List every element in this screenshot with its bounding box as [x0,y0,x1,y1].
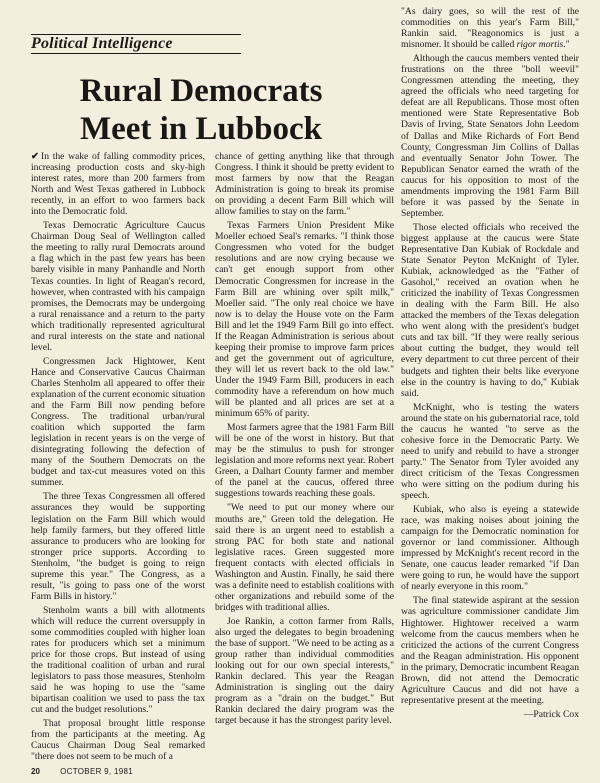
section-rule-bottom [31,53,241,54]
article-column-3 [401,6,579,768]
byline: —Patrick Cox [523,708,579,720]
paragraph: Although the caucus members vented their frustrations on the three "boll weevil" Congressmen attending the meeting, they agreed the officials who need targeting for defeat are all Republicans. Those most often mentioned were State Representative Bob Davis of Irving, State Senators John Leedom of Dallas and Mike Richards of Fort Bend County, Congressman Jim Collins of Dallas and eventually Senator John Tower. The Republican Senator earned the wrath of the caucus for his opposition to most of the amendments improving the 1981 Farm Bill before it was passed by the Senate in September. [401,53,579,219]
page-number: 20 [31,767,40,776]
paragraph: Those elected officials who received the biggest applause at the caucus were State Representative Dan Kubiak of Rockdale and State Senator Peyton McKnight of Tyler. Kubiak, acknowledged as the "Father of Gasohol," received an ovation when he criticized the inability of Texas Congressmen in dealing with the Farm Bill. He also attacked the members of the Texas delegation who went along with the president's budget cuts and tax bill. "If they were really serious about cutting the budget, they would tell every department to cut three percent of their budgets and tighten their belts like everyone else in the country is having to do," Kubiak said. [401,221,579,399]
paragraph: McKnight, who is testing the waters around the state on his gubernatorial race, told the caucus he wanted "to serve as the cohesive force in the Democratic Party. We need to unify and rebuild to have a stronger party." The Senator from Tyler avoided any direct criticism of the Texas Congressmen who were sitting on the podium during his speech. [401,401,579,502]
paragraph: The final statewide aspirant at the session was agriculture commissioner candidate Jim Hightower. Hightower received a warm welcome from the caucus members when he criticized the actions of the current Congress and the Reagan administration. His opponent in the primary, Democratic incumbent Reagan Brown, did not attend the Democratic Agriculture Caucus and did not have a representative present at the meeting. [401,595,579,706]
headline-line-1: Rural Democrats [79,73,323,109]
section-header [31,34,241,54]
paragraph: That proposal brought little response from the participants at the meeting. Ag Caucus Chairman Doug Seal remarked "there does not seem to be much of a [31,718,205,763]
paragraph-text-end: ." [563,39,570,51]
checkmark-icon: ✔ [31,151,40,162]
article-column-1 [31,151,205,768]
paragraph: The three Texas Congressmen all offered assurances they would be supporting legislation on the Farm Bill which would help family farmers, but they offered little assurance to producers who are looking for stronger price supports. According to Stenholm, "the budget is going to reign supreme this year." The Congress, as a result, "is going to pass one of the worst Farm Bills in history." [31,491,205,602]
paragraph-text: "As dairy goes, so will the rest of the commodities on this year's Farm Bill," Rankin said. "Reagonomics is just a misnomer. It should be called [401,6,579,51]
issue-date: OCTOBER 9, 1981 [60,767,133,776]
paragraph-text: In the wake of falling commodity prices, increasing production costs and sky-high interest rates, more than 200 farmers from North and West Texas gathered in Lubbock recently, in an effort to woo farmers back into the Democratic fold. [31,151,205,218]
paragraph: Most farmers agree that the 1981 Farm Bill will be one of the worst in history. But that may be the stimulus to push for stronger legislation and more reforms next year. Robert Green, a Dalhart County farmer and member of the panel at the caucus, offered three suggestions towards reaching these goals. [215,422,394,500]
paragraph: chance of getting anything like that through Congress. I think it should be pretty evident to most farmers by now that the Reagan Administration is going to break its promise on providing a decent Farm Bill which will allow families to stay on the farm." [215,151,394,218]
paragraph [31,151,205,217]
paragraph: Texas Democratic Agriculture Caucus Chairman Doug Seal of Wellington called the meeting to rally rural Democrats around a flag which in the past few years has been barely visible in many Panhandle and North Texas counties. In light of Reagan's record, however, when contrasted with his campaign promises, the Democrats may be undergoing a rural renaissance and a return to the party which traditionally represented agricultural and rural interests on the state and national level. [31,220,205,353]
paragraph: Kubiak, who also is eyeing a statewide race, was making noises about joining the campaign for the Democratic nomination for governor or land commissioner. Although impressed by McKnight's recent record in the Senate, one caucus leader remarked "if Dan were going to run, he would have the support of nearly everyone in this room." [401,504,579,593]
paragraph: Joe Rankin, a cotton farmer from Ralls, also urged the delegates to begin broadening the base of support. "We need to be acting as a group rather than individual commodities looking out for our own special interests," Rankin declared. This year the Reagan Administration is singling out the dairy program as a "drain on the budget." But Rankin declared the dairy program was the target because it has the strongest parity level. [215,615,394,727]
emphasis-text: rigor mortis [516,39,564,51]
paragraph: Stenholm wants a bill with allotments which will reduce the current oversupply in some commodities coupled with higher loan rates for producers which set a minimum price for those crops. But instead of using the traditional coalition of urban and rural legislators to pass those measures, Stenholm said he was hoping to use the "same bipartisan coalition we used to pass the tax cut and the budget resolutions." [31,604,205,716]
headline [40,72,362,148]
paragraph: "We need to put our money where our mouths are," Green told the delegation. He said there is an urgent need to establish a strong PAC for both state and national legislative races. Green suggested more frequent contacts with elected officials in Washington and Austin. Finally, he said there was a definite need to establish coalitions with other organizations and rebuild some of the bridges with traditional allies. [215,502,394,613]
article-column-2 [215,151,394,768]
paragraph: Texas Farmers Union President Mike Moeller echoed Seal's remarks. "I think those Congressmen who voted for the budget resolutions and are now crying because we can't get enough support from other Democratic Congressmen for increase in the Farm Bill are whining over spilt milk," Moeller said. "The only real choice we have now is to delay the House vote on the Farm Bill and let the 1949 Farm Bill go into effect. If the Reagan Administration is serious about keeping their promise to improve farm prices and get the government out of agriculture, they will let us revert back to the old law." Under the 1949 Farm Bill, producers in each commodity have a referendum on how much will be planted and all prices are set at a minimum 65% of parity. [215,220,394,420]
paragraph [401,6,579,50]
section-label: Political Intelligence [31,35,173,52]
page-footer [31,766,331,778]
paragraph: Congressmen Jack Hightower, Kent Hance and Conservative Caucus Chairman Charles Stenholm all appeared to offer their explanation of the current economic situation and the Farm Bill now pending before Congress. The traditional urban/rural coalition which supported the farm legislation in recent years is on the verge of disintegrating following the defection of many of the Southern Democrats on the budget and tax-cut measures voted on this summer. [31,355,205,489]
headline-line-2: Meet in Lubbock [79,111,323,147]
